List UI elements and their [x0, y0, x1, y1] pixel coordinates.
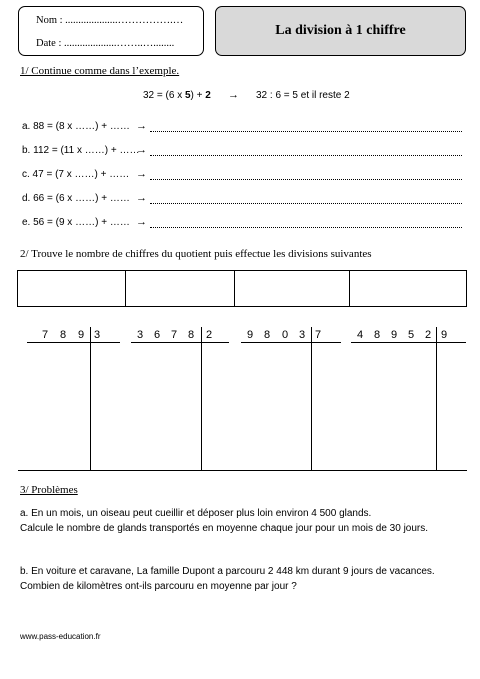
dividend-digit: 8 [374, 329, 381, 341]
divisor-digit: 9 [441, 329, 448, 341]
dividend-digit: 8 [60, 329, 67, 341]
divisor-digit: 7 [315, 329, 322, 341]
dividend-digit: 4 [357, 329, 364, 341]
table-divider [125, 271, 126, 306]
dividend-digit: 6 [154, 329, 161, 341]
problem-b-line2: Combien de kilomètres ont-ils parcouru en moyenne par jour ? [20, 581, 297, 592]
exercise-text: a. 88 = (8 x ……) + …… [22, 121, 130, 132]
exercise-row-b [0, 145, 480, 159]
footer-url: www.pass-education.fr [20, 632, 101, 641]
dividend-digit: 3 [137, 329, 144, 341]
dividend-digit: 7 [171, 329, 178, 341]
arrow-icon: → [228, 89, 239, 101]
table-divider [234, 271, 235, 306]
dividend-digit: 8 [264, 329, 271, 341]
dividend-digit: 7 [42, 329, 49, 341]
problem-b-line1: b. En voiture et caravane, La famille Dupont a parcouru 2 448 km durant 9 jours de vacances. [20, 566, 435, 577]
page-title: La division à 1 chiffre [275, 23, 406, 38]
example-equation: 32 = (6 x 5) + 2 [143, 90, 211, 101]
division-rule [131, 342, 229, 343]
dividend-digit: 9 [391, 329, 398, 341]
arrow-icon: → [136, 216, 147, 228]
answer-line[interactable] [150, 131, 462, 132]
dividend-digit: 2 [425, 329, 432, 341]
arrow-icon: → [136, 120, 147, 132]
answer-line[interactable] [150, 155, 462, 156]
exercise-text: b. 112 = (11 x ……) + …… [22, 145, 140, 156]
section3-heading: 3/ Problèmes [20, 484, 78, 496]
exercise-row-c [0, 169, 480, 183]
division-area-bottom-rule [18, 470, 467, 471]
dividend-digit: 8 [188, 329, 195, 341]
division-bar [201, 327, 202, 470]
answer-line[interactable] [150, 227, 462, 228]
student-info-box [18, 6, 204, 56]
example-result: 32 : 6 = 5 et il reste 2 [256, 90, 350, 101]
arrow-icon: → [136, 192, 147, 204]
dividend-digit: 0 [282, 329, 289, 341]
exercise-row-a [0, 121, 480, 135]
dividend-digit: 5 [408, 329, 415, 341]
date-field-label[interactable]: Date : ....................……..…........ [36, 38, 175, 49]
exercise-text: c. 47 = (7 x ……) + …… [22, 169, 130, 180]
quotient-digits-table [17, 270, 467, 307]
exercise-text: d. 66 = (6 x ……) + …… [22, 193, 130, 204]
division-bar [90, 327, 91, 470]
arrow-icon: → [136, 144, 147, 156]
arrow-icon: → [136, 168, 147, 180]
exercise-text: e. 56 = (9 x ……) + …… [22, 217, 130, 228]
section2-heading: 2/ Trouve le nombre de chiffres du quotient puis effectue les divisions suivantes [20, 248, 372, 260]
table-divider [349, 271, 350, 306]
division-rule [27, 342, 120, 343]
answer-line[interactable] [150, 203, 462, 204]
dividend-digit: 9 [78, 329, 85, 341]
answer-line[interactable] [150, 179, 462, 180]
division-bar [311, 327, 312, 470]
exercise-row-d [0, 193, 480, 207]
division-rule [241, 342, 341, 343]
dividend-digit: 9 [247, 329, 254, 341]
divisor-digit: 2 [206, 329, 213, 341]
divisor-digit: 3 [94, 329, 101, 341]
section1-heading: 1/ Continue comme dans l’exemple. [20, 65, 180, 77]
division-rule [351, 342, 466, 343]
problem-a-line1: a. En un mois, un oiseau peut cueillir et déposer plus loin environ 4 500 glands. [20, 508, 372, 519]
name-field-label[interactable]: Nom : ....................…………….… [36, 15, 184, 26]
exercise-row-e [0, 217, 480, 231]
division-bar [436, 327, 437, 470]
title-box [215, 6, 466, 56]
dividend-digit: 3 [299, 329, 306, 341]
problem-a-line2: Calcule le nombre de glands transportés en moyenne chaque jour pour un mois de 30 jours. [20, 523, 429, 534]
